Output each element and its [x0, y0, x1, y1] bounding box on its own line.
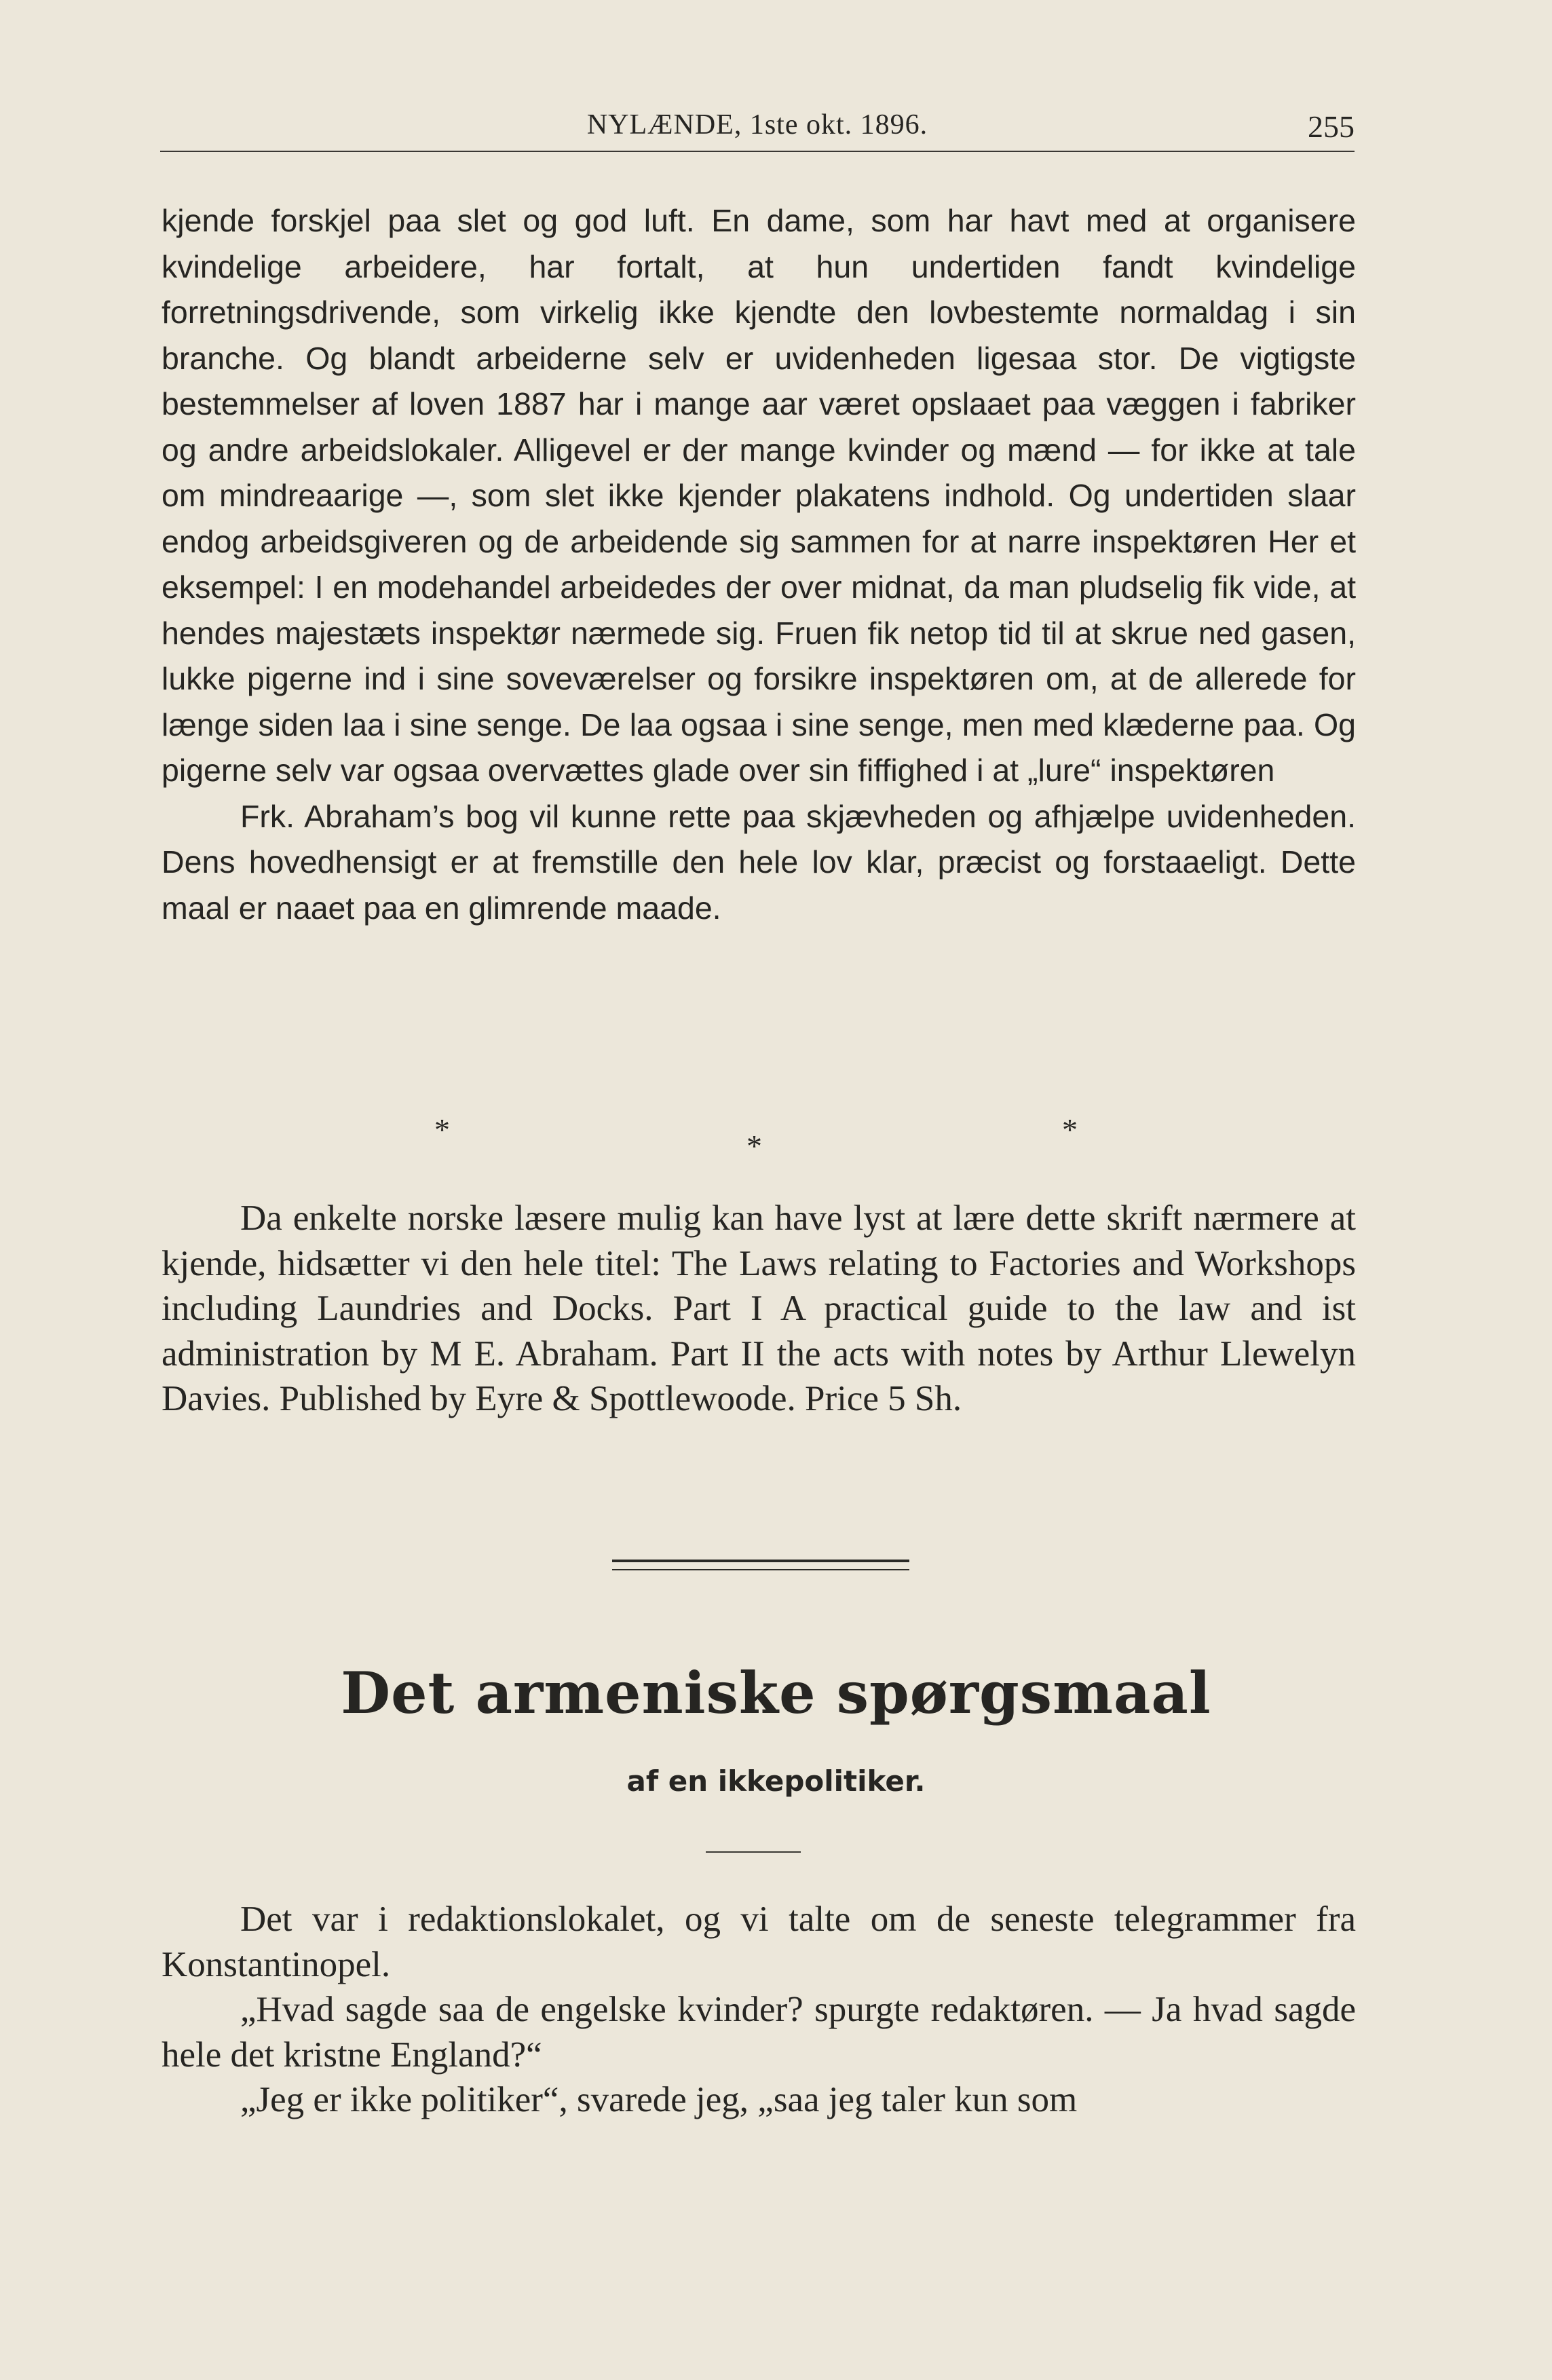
byline-rule: [706, 1851, 801, 1853]
section-2-text: [162, 1196, 1356, 1422]
section-1-paragraph-1: kjende forskjel paa slet og god luft. En dame, som har havt med at organisere kvindelige arbeidere, har fortalt, at hun undertiden fandt kvindelige forretningsdrivende, som virkelig ikke kjendte den lovbestemte normaldag i sin branche. Og blandt arbeiderne selv er uvidenheden ligesaa stor. De vigtigste bestemmelser af loven 1887 har i mange aar været opslaaet paa væggen i fabriker og andre arbeidslokaler. Alligevel er der mange kvinder og mænd — for ikke at tale om mindreaarige —, som slet ikke kjender plakatens indhold. Og undertiden slaar endog arbeidsgiveren og de arbeidende sig sammen for at narre inspektøren Her et eksempel: I en modehandel arbeidedes der over midnat, da man pludselig fik vide, at hendes majestæts inspektør nærmede sig. Fruen fik netop tid til at skrue ned gasen, lukke pigerne ind i sine soveværelser og forsikre inspektøren om, at de allerede for længe siden laa i sine senge. De laa ogsaa i sine senge, men med klæderne paa. Og pigerne selv var ogsaa overvættes glade over sin fiffighed i at „lure“ inspektøren: [162, 203, 1356, 788]
asterism-divider: [421, 1112, 1086, 1166]
article-text: [162, 1897, 1356, 2123]
asterism-star-center: *: [746, 1129, 762, 1163]
section-1-text: [162, 198, 1356, 931]
article-paragraph-3: „Jeg er ikke politiker“, svarede jeg, „saa jeg taler kun som: [240, 2080, 1078, 2119]
article-byline: af en ikkepolitiker.: [626, 1764, 926, 1798]
section-2-paragraph-1: Da enkelte norske læsere mulig kan have lyst at lære dette skrift nærmere at kjende, hidsætter vi den hele titel: The Laws relating to Factories and Workshops including Laundries and Docks. Part I A practical guide to the law and ist administration by M E. Abraham. Part II the acts with notes by Arthur Llewelyn Davies. Published by Eyre & Spottlewoode. Price 5 Sh.: [162, 1198, 1356, 1418]
asterism-star-right: *: [1062, 1112, 1078, 1147]
asterism-star-left: *: [434, 1112, 450, 1147]
running-title: NYLÆNDE, 1ste okt. 1896.: [586, 109, 928, 140]
section-rule: [612, 1560, 909, 1570]
page-header: [160, 102, 1355, 152]
article-paragraph-1: Det var i redaktionslokalet, og vi talte om de seneste telegrammer fra Konstantinopel.: [162, 1900, 1356, 1984]
page-number: 255: [1308, 109, 1355, 144]
section-1-paragraph-2: Frk. Abraham’s bog vil kunne rette paa skjævheden og afhjælpe uvidenheden. Dens hovedhensigt er at fremstille den hele lov klar, præcist og forstaaeligt. Dette maal er naaet paa en glimrende maade.: [162, 798, 1356, 926]
article-paragraph-2: „Hvad sagde saa de engelske kvinder? spurgte redaktøren. — Ja hvad sagde hele det kristne England?“: [162, 1990, 1356, 2075]
article-title: Det armeniske spørgsmaal: [341, 1659, 1211, 1726]
